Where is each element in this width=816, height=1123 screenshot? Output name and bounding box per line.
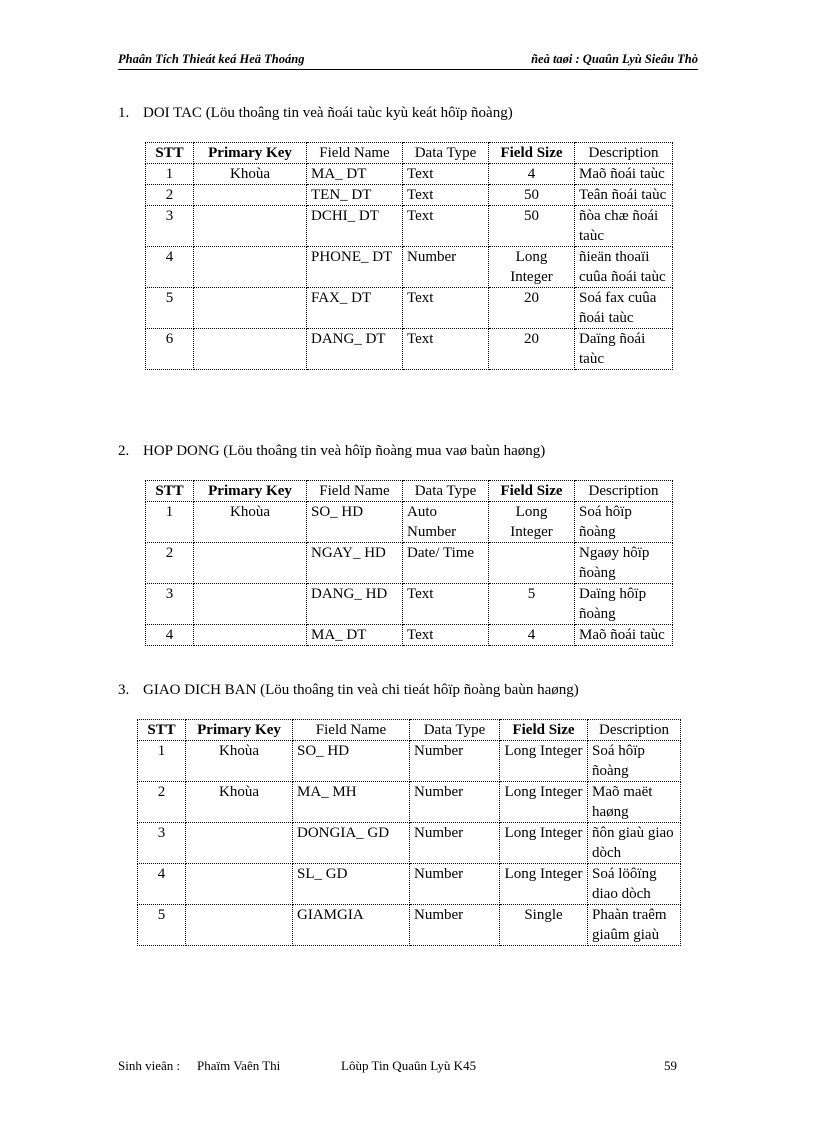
table-header-row	[146, 143, 673, 164]
cell-field-name: DONGIA_ GD	[293, 823, 410, 864]
cell-description: Ngaøy hôïp ñoàng	[575, 543, 673, 584]
cell-field-name: GIAMGIA	[293, 905, 410, 946]
table-row	[138, 905, 681, 946]
cell-stt: 4	[146, 247, 194, 288]
column-header-field-name: Field Name	[307, 143, 403, 164]
cell-primary-key	[186, 864, 293, 905]
cell-stt: 2	[138, 782, 186, 823]
cell-field-size: 4	[489, 625, 575, 646]
table-header-row	[138, 720, 681, 741]
cell-stt: 6	[146, 329, 194, 370]
cell-data-type: Text	[403, 625, 489, 646]
cell-description: Soá hôïp ñoàng	[588, 741, 681, 782]
table-row	[146, 206, 673, 247]
cell-primary-key: Khoùa	[194, 164, 307, 185]
column-header-field-size: Field Size	[489, 481, 575, 502]
cell-data-type: Number	[410, 782, 500, 823]
column-header-description: Description	[575, 143, 673, 164]
column-header-primary-key: Primary Key	[186, 720, 293, 741]
cell-field-name: SL_ GD	[293, 864, 410, 905]
cell-data-type: Number	[410, 823, 500, 864]
section-title-text: HOP DONG (Löu thoâng tin veà hôïp ñoàng mua vaø baùn haøng)	[143, 443, 546, 459]
cell-field-size: 20	[489, 329, 575, 370]
cell-field-size: 50	[489, 185, 575, 206]
cell-primary-key	[194, 625, 307, 646]
cell-description: Maõ ñoái taùc	[575, 164, 673, 185]
cell-data-type: Text	[403, 206, 489, 247]
column-header-stt: STT	[138, 720, 186, 741]
section-number: 2.	[118, 443, 130, 459]
column-header-primary-key: Primary Key	[194, 143, 307, 164]
column-header-data-type: Data Type	[410, 720, 500, 741]
cell-stt: 1	[146, 164, 194, 185]
cell-field-size: Long Integer	[500, 741, 588, 782]
cell-stt: 3	[146, 584, 194, 625]
table-giao-dich-ban	[137, 719, 681, 946]
cell-data-type: Number	[410, 864, 500, 905]
cell-primary-key	[194, 288, 307, 329]
cell-field-name: MA_ DT	[307, 625, 403, 646]
cell-description: ñôn giaù giao dòch	[588, 823, 681, 864]
section-title-text: GIAO DICH BAN (Löu thoâng tin veà chi tieát hôïp ñoàng baùn haøng)	[143, 682, 579, 698]
cell-stt: 3	[146, 206, 194, 247]
table-row	[146, 288, 673, 329]
cell-description: Daïng ñoái taùc	[575, 329, 673, 370]
cell-stt: 1	[146, 502, 194, 543]
cell-field-size: Long Integer	[500, 782, 588, 823]
cell-field-name: SO_ HD	[307, 502, 403, 543]
cell-primary-key: Khoùa	[194, 502, 307, 543]
cell-primary-key	[186, 823, 293, 864]
cell-description: Teân ñoái taùc	[575, 185, 673, 206]
cell-description: Soá hôïp ñoàng	[575, 502, 673, 543]
table-row	[146, 625, 673, 646]
table-row	[146, 185, 673, 206]
cell-description: Maõ maët haøng	[588, 782, 681, 823]
footer-class: Lôùp Tin Quaûn Lyù K45	[341, 1058, 477, 1073]
column-header-data-type: Data Type	[403, 143, 489, 164]
cell-data-type: Text	[403, 164, 489, 185]
table-row	[138, 782, 681, 823]
cell-data-type: Text	[403, 185, 489, 206]
column-header-primary-key: Primary Key	[194, 481, 307, 502]
cell-field-name: SO_ HD	[293, 741, 410, 782]
cell-data-type: Auto Number	[403, 502, 489, 543]
cell-description: Soá löôïng diao dòch	[588, 864, 681, 905]
cell-field-size: Long Integer	[500, 823, 588, 864]
cell-data-type: Text	[403, 584, 489, 625]
cell-field-name: DANG_ HD	[307, 584, 403, 625]
cell-field-size: 20	[489, 288, 575, 329]
table-row	[138, 741, 681, 782]
table-row	[146, 329, 673, 370]
column-header-description: Description	[575, 481, 673, 502]
cell-data-type: Date/ Time	[403, 543, 489, 584]
cell-primary-key: Khoùa	[186, 782, 293, 823]
cell-data-type: Number	[410, 741, 500, 782]
cell-stt: 4	[146, 625, 194, 646]
header-right: ñeà taøi : Quaûn Lyù Sieâu Thò	[531, 52, 698, 66]
cell-field-size: 4	[489, 164, 575, 185]
cell-field-size: Long Integer	[500, 864, 588, 905]
table-doi-tac	[145, 142, 673, 370]
cell-field-size: Single	[500, 905, 588, 946]
page-header	[118, 51, 698, 70]
cell-stt: 2	[146, 185, 194, 206]
cell-data-type: Number	[410, 905, 500, 946]
cell-description: Soá fax cuûa ñoái taùc	[575, 288, 673, 329]
column-header-stt: STT	[146, 481, 194, 502]
cell-primary-key	[194, 206, 307, 247]
section-title-3	[118, 682, 579, 699]
column-header-field-name: Field Name	[293, 720, 410, 741]
table-row	[146, 502, 673, 543]
footer-student-label: Sinh vieân :	[118, 1058, 181, 1073]
cell-stt: 3	[138, 823, 186, 864]
cell-primary-key	[186, 905, 293, 946]
cell-description: Phaàn traêm giaûm giaù	[588, 905, 681, 946]
section-title-2	[118, 443, 545, 460]
footer-page-number: 59	[664, 1058, 677, 1073]
table-row	[146, 584, 673, 625]
cell-stt: 4	[138, 864, 186, 905]
cell-stt: 5	[146, 288, 194, 329]
table-row	[138, 823, 681, 864]
column-header-data-type: Data Type	[403, 481, 489, 502]
table-header-row	[146, 481, 673, 502]
cell-primary-key	[194, 185, 307, 206]
footer-student-name: Phaïm Vaên Thi	[197, 1058, 281, 1073]
section-number: 1.	[118, 105, 130, 121]
table-row	[146, 164, 673, 185]
cell-field-size: 50	[489, 206, 575, 247]
table-row	[146, 543, 673, 584]
section-title-text: DOI TAC (Löu thoâng tin veà ñoái taùc kyù keát hôïp ñoàng)	[143, 105, 513, 121]
cell-stt: 5	[138, 905, 186, 946]
cell-field-size: Long Integer	[489, 247, 575, 288]
column-header-field-name: Field Name	[307, 481, 403, 502]
cell-primary-key	[194, 543, 307, 584]
cell-primary-key	[194, 584, 307, 625]
table-row	[138, 864, 681, 905]
cell-stt: 2	[146, 543, 194, 584]
cell-primary-key	[194, 247, 307, 288]
cell-field-size: Long Integer	[489, 502, 575, 543]
cell-field-size	[489, 543, 575, 584]
cell-field-size: 5	[489, 584, 575, 625]
cell-field-name: MA_ MH	[293, 782, 410, 823]
table-hop-dong	[145, 480, 673, 646]
cell-data-type: Text	[403, 288, 489, 329]
column-header-field-size: Field Size	[489, 143, 575, 164]
cell-primary-key: Khoùa	[186, 741, 293, 782]
cell-field-name: DCHI_ DT	[307, 206, 403, 247]
cell-field-name: PHONE_ DT	[307, 247, 403, 288]
cell-field-name: NGAY_ HD	[307, 543, 403, 584]
column-header-stt: STT	[146, 143, 194, 164]
cell-field-name: FAX_ DT	[307, 288, 403, 329]
cell-description: Maõ ñoái taùc	[575, 625, 673, 646]
cell-field-name: TEN_ DT	[307, 185, 403, 206]
cell-description: Daïng hôïp ñoàng	[575, 584, 673, 625]
cell-description: ñòa chæ ñoái taùc	[575, 206, 673, 247]
section-number: 3.	[118, 682, 130, 698]
header-left: Phaân Tích Thieát keá Heä Thoáng	[118, 52, 305, 66]
column-header-description: Description	[588, 720, 681, 741]
cell-stt: 1	[138, 741, 186, 782]
cell-data-type: Text	[403, 329, 489, 370]
section-title-1	[118, 105, 513, 122]
column-header-field-size: Field Size	[500, 720, 588, 741]
table-row	[146, 247, 673, 288]
cell-field-name: MA_ DT	[307, 164, 403, 185]
cell-field-name: DANG_ DT	[307, 329, 403, 370]
cell-data-type: Number	[403, 247, 489, 288]
cell-primary-key	[194, 329, 307, 370]
cell-description: ñieän thoaïi cuûa ñoái taùc	[575, 247, 673, 288]
